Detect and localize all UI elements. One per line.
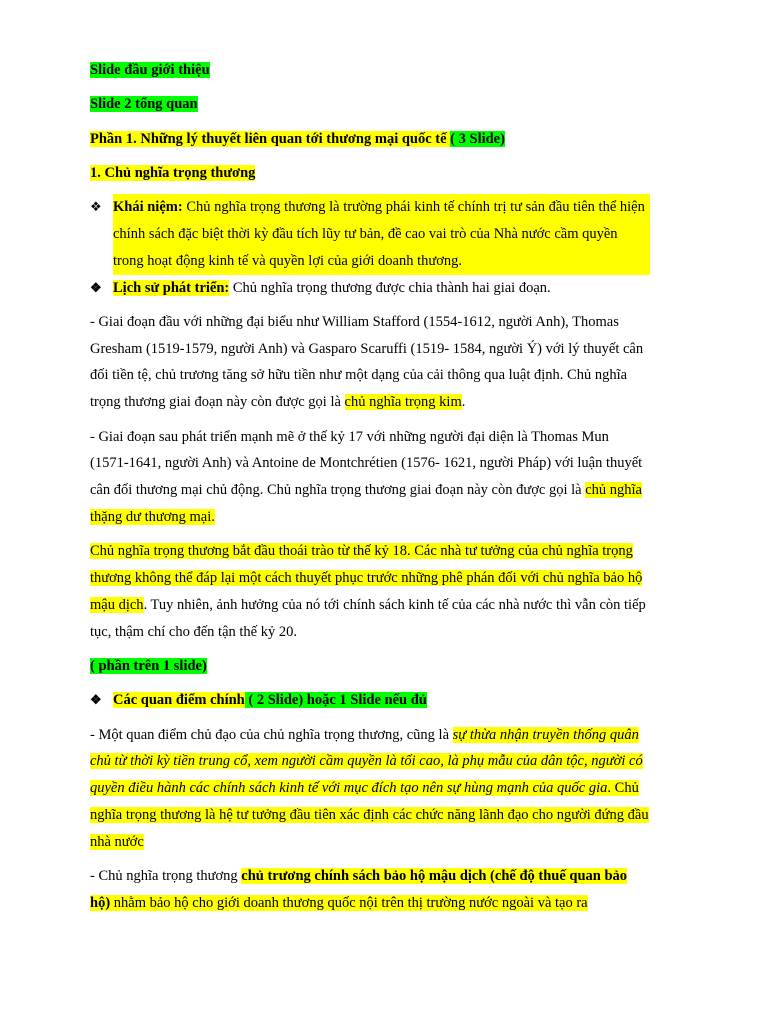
paragraph-decline: Chủ nghĩa trọng thương bắt đầu thoái trào từ thế kỷ 18. Các nhà tư tưởng của chủ nghĩa trọng thương không thể đáp lại một cách thuyết phục trước những phê phán đối với chủ nghĩa bảo hộ mậu dịch. Tuy nhiên, ảnh hưởng của nó tới chính sách kinh tế của các nhà nước thì vẫn còn tiếp tục, thậm chí cho đến tận thế kỷ 20. [90, 543, 646, 640]
heading-overview: Slide 2 tổng quan [90, 96, 198, 113]
bullet-concept [90, 194, 650, 274]
document-page [90, 57, 650, 924]
paragraph-main-view: - Một quan điểm chủ đạo của chủ nghĩa trọng thương, cũng là sự thừa nhận truyền thống quân chủ từ thời kỳ tiền trung cổ, xem người cầm quyền là tối cao, là phụ mẫu của dân tộc, người có quyền điều hành các chính sách kinh tế với mục đích tạo nên sự hùng mạnh của quốc gia. Chủ nghĩa trọng thương là hệ tư tưởng đầu tiên xác định các chức năng lãnh đạo cho người đứng đầu nhà nước [90, 726, 649, 850]
note-part-slide: ( phần trên 1 slide) [90, 657, 207, 674]
heading-intro: Slide đầu giới thiệu [90, 62, 210, 78]
bullet-concept-text: Khái niệm: Chủ nghĩa trọng thương là trường phái kinh tế chính trị tư sản đầu tiên thể hiện chính sách đặc biệt thời kỳ đầu tích lũy tư bản, đề cao vai trò của Nhà nước cầm quyền trong hoạt động kinh tế và quyền lợi của giới doanh thương. [113, 194, 650, 274]
paragraph-early-stage: - Giai đoạn đầu với những đại biểu như William Stafford (1554-1612, người Anh), Thomas Gresham (1519-1579, người Anh) và Gasparo Scaruffi (1519- 1584, người Ý) với lý thuyết cân đối tiền tệ, chủ trương tăng sở hữu tiền như một dạng của cải thông qua luật định. Chủ nghĩa trọng thương giai đoạn này còn được gọi là chủ nghĩa trọng kim. [90, 313, 644, 411]
part1-heading: Phần 1. Những lý thuyết liên quan tới thương mại quốc tế ( 3 Slide) [90, 130, 505, 147]
diamond-bullet-icon: ❖ [90, 199, 102, 215]
bullet-history: ❖ Lịch sử phát triển: Chủ nghĩa trọng thương được chia thành hai giai đoạn. [90, 275, 650, 302]
bullet-main-views: ❖ Các quan điểm chính ( 2 Slide) hoặc 1 Slide nếu đủ [90, 687, 650, 714]
section1-heading: 1. Chủ nghĩa trọng thương [90, 164, 256, 181]
diamond-bullet-icon: ❖ [90, 279, 102, 295]
paragraph-protectionism: - Chủ nghĩa trọng thương chủ trương chính sách bảo hộ mậu dịch (chế độ thuế quan bảo hộ) nhằm bảo hộ cho giới doanh thương quốc nội trên thị trường nước ngoài và tạo ra [90, 868, 628, 911]
paragraph-later-stage: - Giai đoạn sau phát triển mạnh mẽ ở thế kỷ 17 với những người đại diện là Thomas Mun (1571-1641, người Anh) và Antoine de Montchrétien (1576- 1621, người Pháp) với luận thuyết cân đối thương mại chủ động. Chủ nghĩa trọng thương giai đoạn này còn được gọi là chủ nghĩa thặng dư thương mại. [90, 428, 643, 525]
diamond-bullet-icon: ❖ [90, 692, 102, 708]
